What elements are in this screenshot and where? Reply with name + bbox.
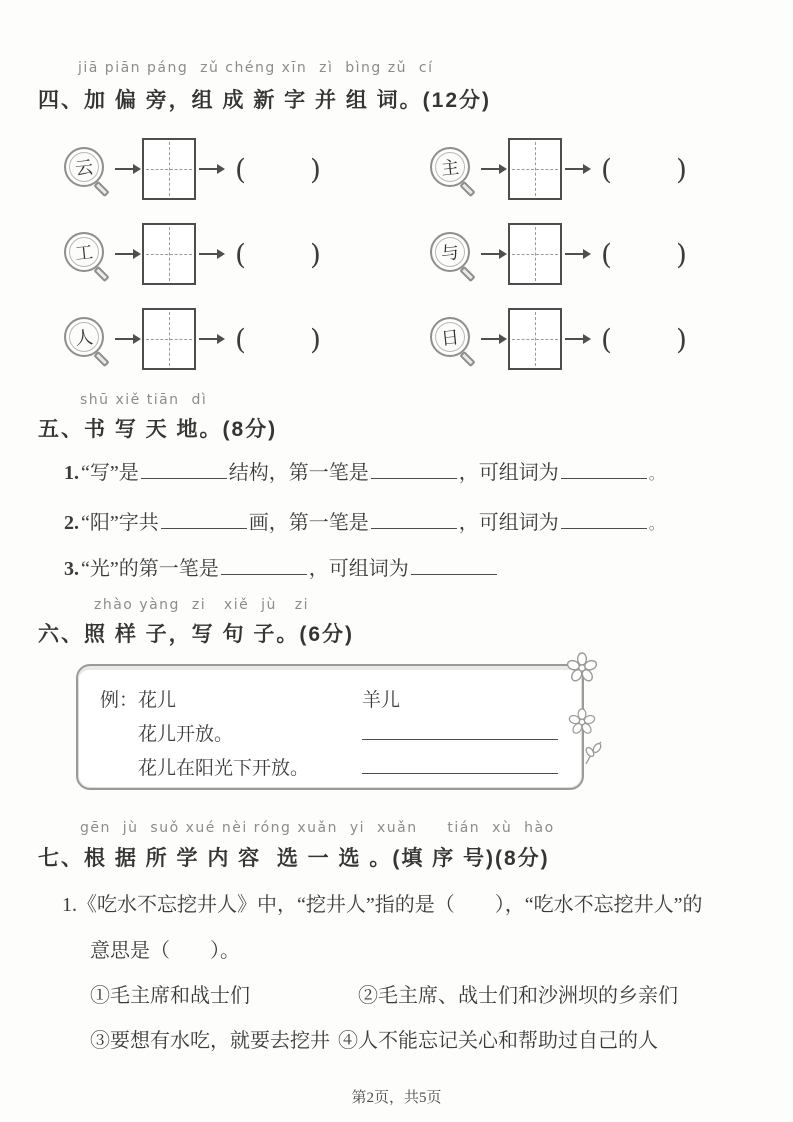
word-answer-parens: ( ) (601, 152, 687, 186)
choice-option: ④人不能忘记关心和帮助过自己的人 (338, 1030, 658, 1052)
arrow-right-icon (481, 338, 505, 340)
flower-icon (566, 652, 598, 684)
character-write-box (508, 223, 562, 285)
character-write-box (508, 138, 562, 200)
base-character: 云 (74, 157, 95, 179)
section7-title: 七、根 据 所 学 内 容 选 一 选 。(填 序 号)(8分) (38, 847, 550, 870)
choice-option: ②毛主席、战士们和沙洲坝的乡亲们 (358, 985, 678, 1007)
text-segment: 花儿 (138, 690, 177, 711)
arrow-right-icon (565, 253, 589, 255)
choice-option: ③要想有水吃，就要去挖井 (90, 1030, 330, 1052)
blank-line (561, 508, 647, 529)
blank-line (161, 508, 247, 529)
section4-pinyin: jiā piān páng zǔ chéng xīn zì bìng zǔ cí (78, 60, 434, 76)
question-line (64, 506, 665, 535)
word-answer-parens: ( ) (601, 322, 687, 356)
arrow-right-icon (199, 168, 223, 170)
arrow-right-icon (115, 168, 139, 170)
question-line: 意思是（ ）。 (90, 940, 240, 962)
section4-title: 四、加 偏 旁，组 成 新 字 并 组 词。(12分) (38, 89, 492, 112)
magnifier-icon (62, 141, 112, 197)
combine-item (62, 221, 321, 287)
question-number: 2. (64, 512, 79, 534)
word-answer-parens: ( ) (601, 237, 687, 271)
arrow-right-icon (115, 338, 139, 340)
text-segment: “光”的第一笔是 (81, 558, 219, 580)
word-answer-parens: ( ) (235, 152, 321, 186)
section5-title: 五、书 写 天 地。(8分) (38, 418, 278, 441)
arrow-right-icon (199, 253, 223, 255)
section6-title: 六、照 样 子，写 句 子。(6分) (38, 623, 355, 646)
arrow-right-icon (481, 168, 505, 170)
blank-line (221, 554, 307, 575)
question-line (64, 552, 499, 581)
arrow-right-icon (481, 253, 505, 255)
example-box (76, 664, 584, 790)
blank-line (141, 458, 227, 479)
word-answer-parens: ( ) (235, 237, 321, 271)
arrow-right-icon (115, 253, 139, 255)
magnifier-icon (428, 226, 478, 282)
example-row (100, 712, 582, 746)
combine-item (428, 136, 687, 202)
character-write-box (142, 308, 196, 370)
magnifier-handle (459, 181, 475, 197)
text-segment: 结构，第一笔是 (228, 462, 369, 484)
combine-item (62, 306, 321, 372)
section7-pinyin: gēn jù suǒ xué nèi róng xuǎn yi xuǎn tián xù hào (80, 820, 555, 836)
blank-line (371, 508, 457, 529)
text-segment: 画，第一笔是 (248, 512, 369, 534)
character-write-box (142, 223, 196, 285)
text-segment: “写”是 (81, 462, 139, 484)
question-number: 3. (64, 558, 79, 580)
choice-option: ①毛主席和战士们 (90, 985, 250, 1007)
blank-line (362, 755, 558, 774)
blank-line (411, 554, 497, 575)
text-segment: 花儿在阳光下开放。 (138, 758, 310, 779)
text-segment: 花儿开放。 (138, 724, 234, 745)
question-line: 1.《吃水不忘挖井人》中，“挖井人”指的是（ ），“吃水不忘挖井人”的 (62, 894, 703, 916)
base-character: 人 (74, 327, 95, 349)
combine-item (428, 221, 687, 287)
base-character: 日 (440, 327, 461, 349)
magnifier-handle (459, 351, 475, 367)
example-row (100, 746, 582, 780)
section5-pinyin: shū xiě tiān dì (80, 392, 208, 408)
text-segment: 。 (648, 466, 665, 483)
magnifier-handle (93, 266, 109, 282)
blank-line (362, 721, 558, 740)
question-line (64, 456, 665, 485)
flower-icon (568, 708, 596, 736)
example-label: 例： (100, 690, 139, 711)
blank-line (371, 458, 457, 479)
character-write-box (508, 308, 562, 370)
word-answer-parens: ( ) (235, 322, 321, 356)
magnifier-icon (428, 311, 478, 367)
text-segment: ，可组词为 (308, 558, 409, 580)
text-segment: 羊儿 (362, 690, 401, 711)
base-character: 工 (74, 242, 95, 264)
text-segment: 。 (648, 516, 665, 533)
footer-page-number: 第2页，共5页 (351, 1090, 442, 1106)
combine-item (62, 136, 321, 202)
text-segment: ，可组词为 (458, 512, 559, 534)
magnifier-handle (93, 351, 109, 367)
base-character: 主 (440, 157, 461, 179)
blank-line (561, 458, 647, 479)
leaf-icon (582, 738, 606, 766)
magnifier-handle (459, 266, 475, 282)
magnifier-icon (62, 226, 112, 282)
text-segment: “阳”字共 (81, 512, 159, 534)
combine-item (428, 306, 687, 372)
arrow-right-icon (199, 338, 223, 340)
magnifier-icon (62, 311, 112, 367)
character-write-box (142, 138, 196, 200)
magnifier-handle (93, 181, 109, 197)
section6-pinyin: zhào yàng zi xiě jù zi (94, 597, 309, 613)
base-character: 与 (440, 242, 461, 264)
arrow-right-icon (565, 338, 589, 340)
text-segment: ，可组词为 (458, 462, 559, 484)
example-row (100, 678, 582, 712)
magnifier-icon (428, 141, 478, 197)
arrow-right-icon (565, 168, 589, 170)
question-number: 1. (64, 462, 79, 484)
